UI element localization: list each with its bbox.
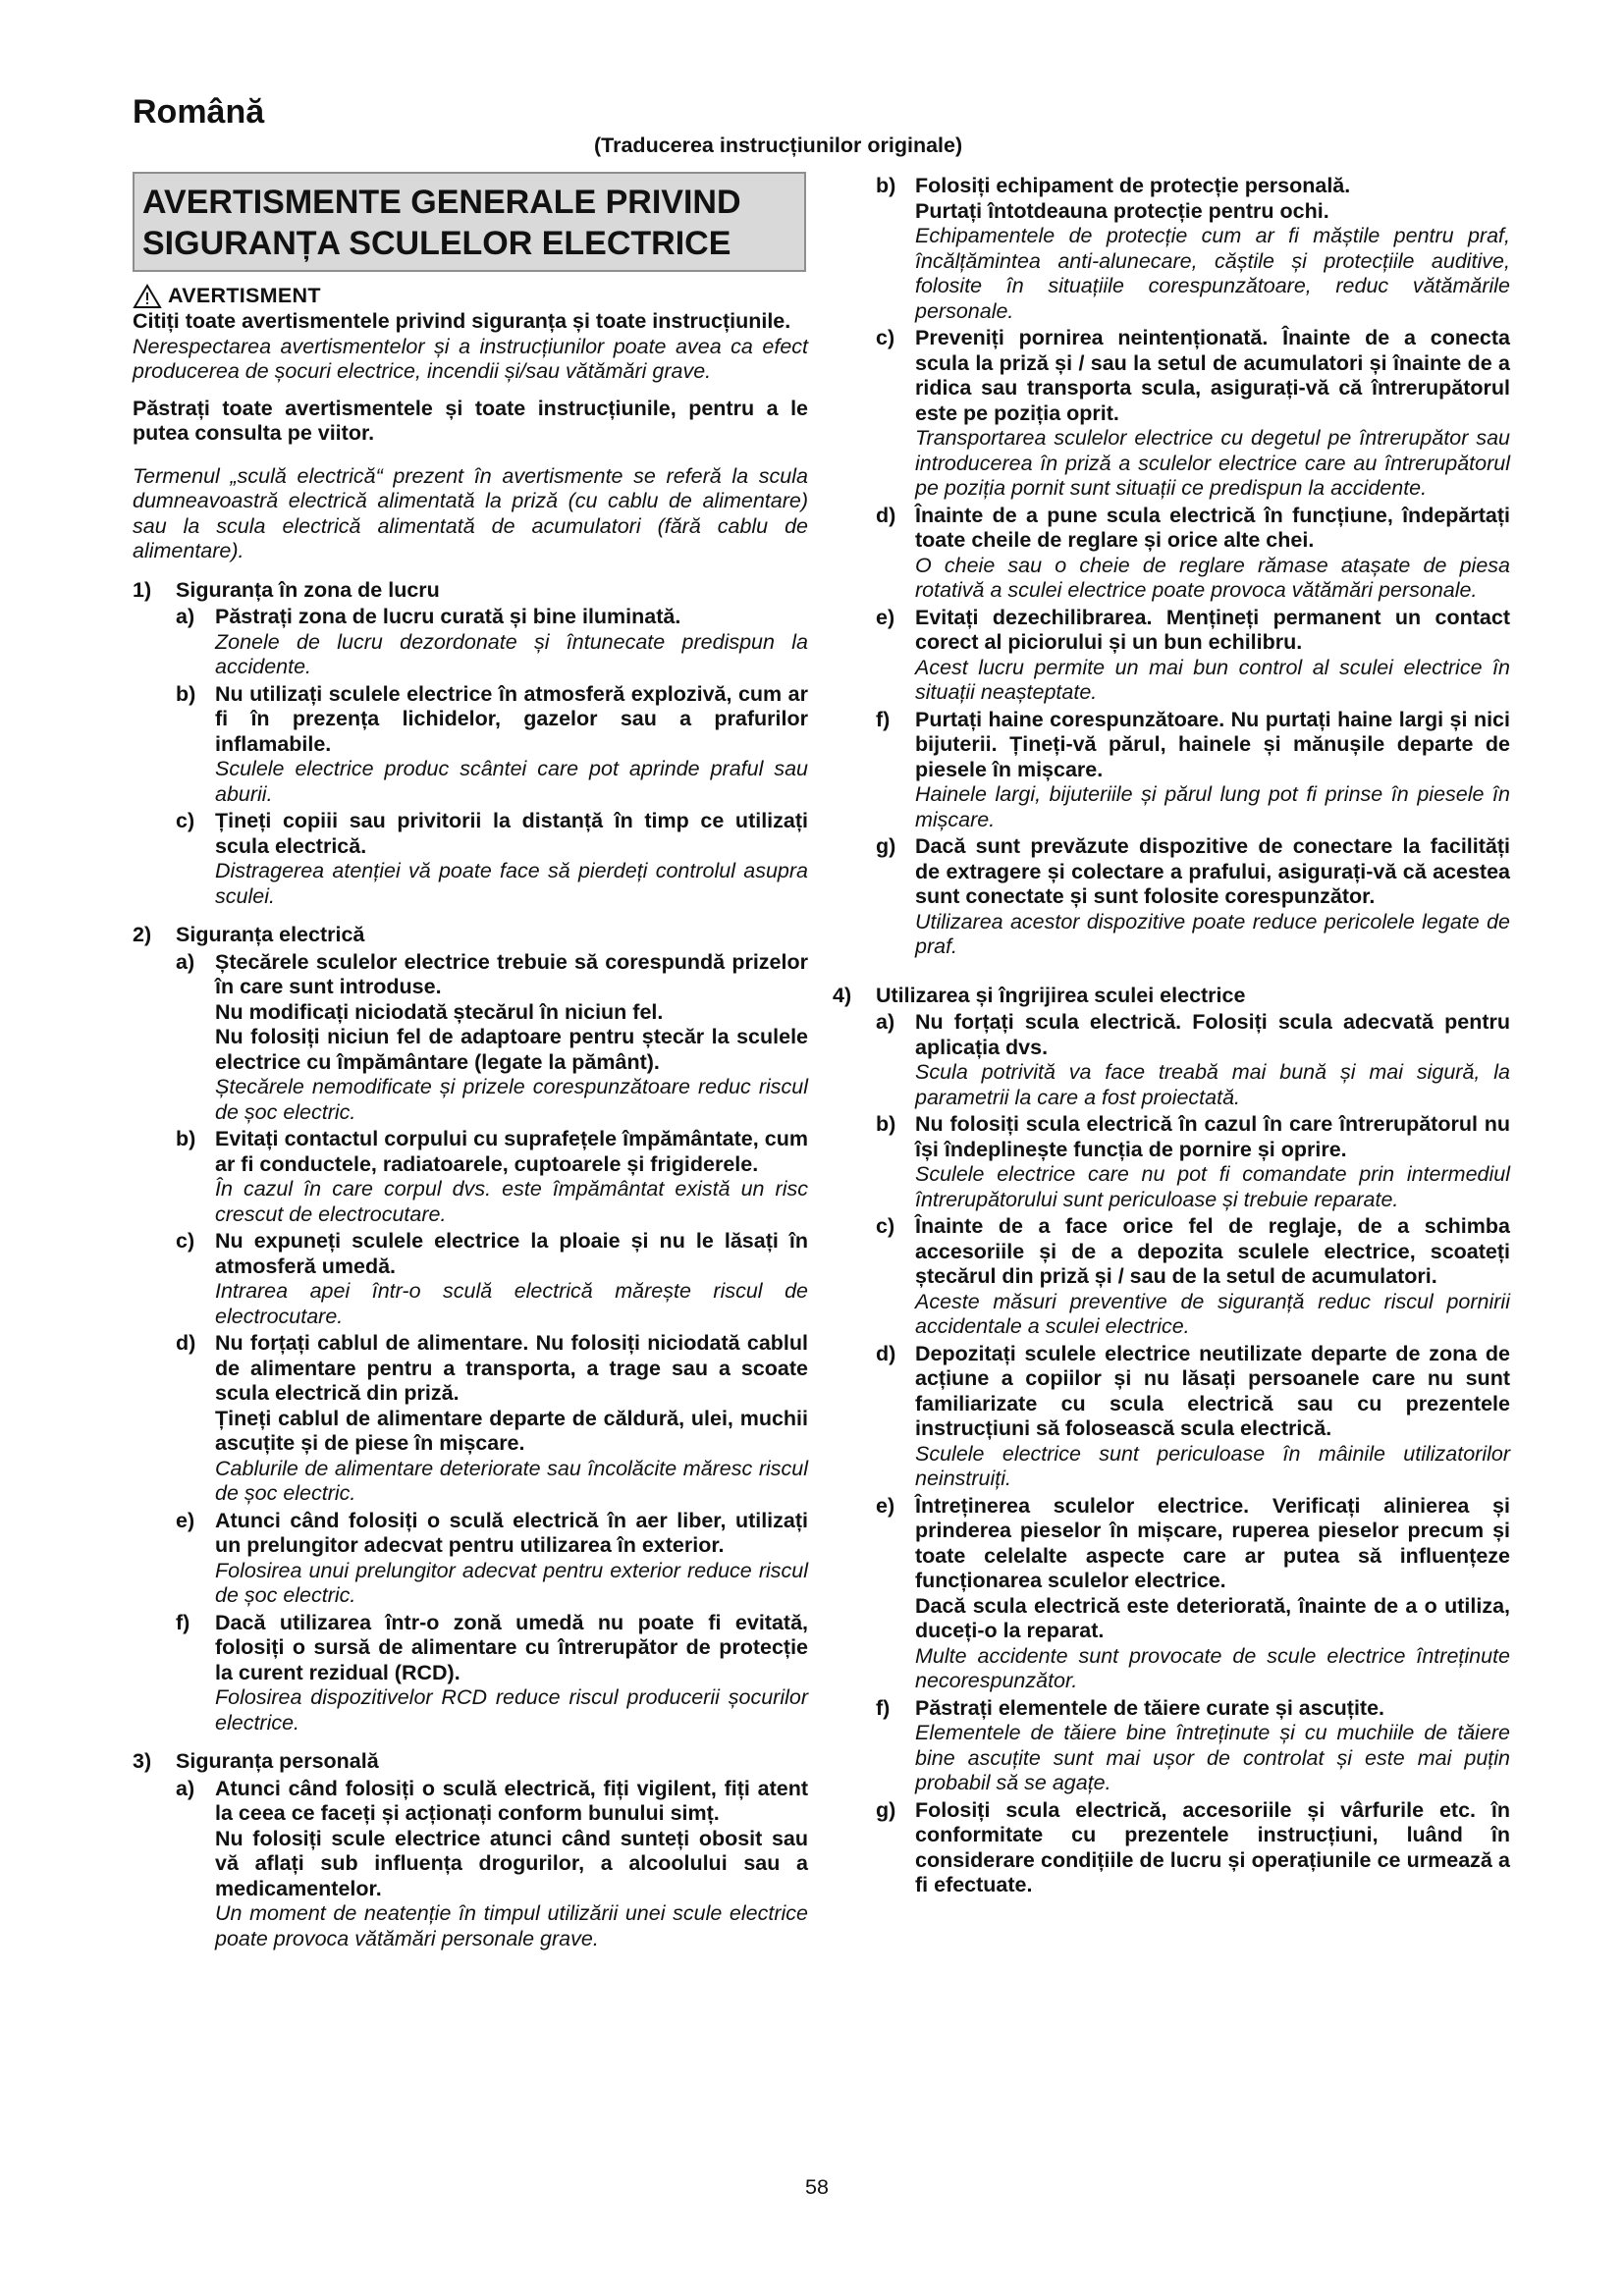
item-letter: d) [876, 503, 896, 527]
item-instruction: Țineți copiii sau privitorii la distanță în timp ce utilizați scula electrică. [215, 809, 808, 858]
item-instruction: Nu folosiți niciun fel de adaptoare pentru ștecăr la sculele electrice cu împământare (legate la pământ). [215, 1025, 808, 1074]
item-letter: e) [876, 1493, 895, 1518]
left-column [133, 172, 808, 1951]
item-letter: b) [876, 1112, 896, 1136]
item-explanation: Folosirea dispozitivelor RCD reduce riscul producerii șocurilor electrice. [215, 1685, 808, 1735]
item-instruction: Depozitați sculele electrice neutilizate departe de zona de acțiune a copiilor și nu lăsați persoanele care nu sunt familiarizate cu scula electrică sau cu prezentele instrucțiuni să folosească scula electrică. [915, 1341, 1510, 1440]
list-item [876, 606, 1510, 706]
section-heading [133, 1749, 808, 1775]
list-item [176, 1611, 808, 1736]
item-instruction: Nu folosiți scule electrice atunci când sunteți obosit sau vă aflați sub influența drogurilor, a alcoolului sau a medicamentelor. [215, 1826, 808, 1900]
section-electrical-safety [133, 923, 808, 1735]
list-item [876, 174, 1510, 324]
warning-consequence: Nerespectarea avertismentelor și a instrucțiunilor poate avea ca efect producerea de șocuri electrice, incendii și/sau vătămări grave. [133, 334, 808, 383]
warning-lead: Citiți toate avertismentele privind siguranța și toate instrucțiunile. [133, 309, 791, 333]
item-letter: e) [176, 1508, 195, 1532]
list-item [176, 809, 808, 909]
list-item [876, 1494, 1510, 1694]
item-explanation: Sculele electrice care nu pot fi comandate prin intermediul întrerupătorului sunt periculoase și trebuie reparate. [915, 1162, 1510, 1211]
item-letter: d) [176, 1331, 196, 1355]
list-item [176, 1777, 808, 1952]
item-explanation: Aceste măsuri preventive de siguranță reduc riscul pornirii accidentale a sculei electrice. [915, 1289, 1510, 1338]
item-explanation: Sculele electrice produc scântei care pot aprinde praful sau aburii. [215, 757, 808, 806]
item-instruction: Nu modificați niciodată ștecărul în niciun fel. [215, 999, 664, 1024]
item-explanation: Un moment de neatenție în timpul utilizării unei scule electrice poate provoca vătămări personale grave. [215, 1901, 808, 1950]
section-number: 2) [133, 923, 152, 946]
item-instruction: Evitați contactul corpului cu suprafețele împământate, cum ar fi conductele, radiatoarele, cuptoarele și frigiderele. [215, 1127, 808, 1176]
warning-heading [133, 284, 808, 309]
item-letter: g) [876, 834, 896, 858]
warning-keep-instructions: Păstrați toate avertismentele și toate instrucțiunile, pentru a le putea consulta pe viitor. [133, 396, 808, 445]
item-instruction: Atunci când folosiți o sculă electrică în aer liber, utilizați un prelungitor adecvat pentru utilizarea în exterior. [215, 1508, 808, 1557]
item-instruction: Țineți cablul de alimentare departe de căldură, ulei, muchii ascuțite și de piese în mișcare. [215, 1406, 808, 1455]
item-instruction: Nu forțați scula electrică. Folosiți scula adecvată pentru aplicația dvs. [915, 1010, 1510, 1059]
item-explanation: Folosirea unui prelungitor adecvat pentru exterior reduce riscul de șoc electric. [215, 1558, 808, 1607]
list-item [176, 605, 808, 680]
section-tool-use-care [833, 984, 1510, 1898]
translation-subtitle: (Traducerea instrucțiunilor originale) [594, 133, 963, 157]
item-instruction: Atunci când folosiți o sculă electrică, fiți vigilent, fiți atent la ceea ce faceți și acționați conform bunului simț. [215, 1776, 808, 1825]
item-instruction: Preveniți pornirea neintenționată. Înainte de a conecta scula la priză și / sau la setul de acumulatori și înainte de a ridica sau transporta scula, asigurați-vă că întrerupătorul este pe poziția oprit. [915, 326, 1510, 425]
list-item [876, 834, 1510, 960]
item-explanation: Scula potrivită va face treabă mai bună și mai sigură, la parametrii la care a fost proiectată. [915, 1060, 1510, 1109]
section-personal-safety [133, 1749, 808, 1951]
item-explanation: Intrarea apei într-o sculă electrică mărește riscul de electrocutare. [215, 1279, 808, 1328]
item-letter: e) [876, 605, 895, 629]
section-number: 4) [833, 983, 852, 1007]
warning-triangle-icon [133, 284, 162, 309]
item-explanation: Sculele electrice sunt periculoase în mâinile utilizatorilor neinstruiți. [915, 1441, 1510, 1490]
item-letter: a) [176, 949, 195, 974]
list-item [176, 682, 808, 808]
list-item [876, 326, 1510, 502]
item-letter: c) [876, 1214, 895, 1238]
item-letter: d) [876, 1341, 896, 1365]
item-instruction: Nu forțați cablul de alimentare. Nu folosiți niciodată cablul de alimentare pentru a transporta, a trage sau a scoate scula electrică din priză. [215, 1331, 808, 1405]
item-explanation: Hainele largi, bijuteriile și părul lung pot fi prinse în piesele în mișcare. [915, 782, 1510, 831]
item-instruction: Nu folosiți scula electrică în cazul în care întrerupătorul nu își îndeplinește funcția de pornire și oprire. [915, 1112, 1510, 1161]
section-work-area [133, 578, 808, 910]
item-letter: a) [876, 1010, 895, 1034]
section-heading [133, 578, 808, 604]
warning-heading-text: AVERTISMENT [168, 284, 321, 308]
list-item [876, 1112, 1510, 1212]
item-instruction: Dacă sunt prevăzute dispozitive de conectare la facilități de extragere și colectare a prafului, asigurați-vă că acestea sunt conectate și sunt folosite corespunzător. [915, 834, 1510, 908]
item-instruction: Înainte de a face orice fel de reglaje, de a schimba accesoriile și de a depozita sculele electrice, scoateți ștecărul din priză și / sau de la setul de acumulatori. [915, 1214, 1510, 1288]
item-letter: f) [876, 1695, 891, 1720]
item-instruction: Nu expuneți sculele electrice la ploaie și nu le lăsați în atmosferă umedă. [215, 1229, 808, 1278]
list-item [876, 1342, 1510, 1492]
item-explanation: Echipamentele de protecție cum ar fi măștile pentru praf, încălțămintea anti-alunecare, căștile și protecțiile auditive, folosite în situațiile corespunzătoare, reduc vătămările personale. [915, 224, 1510, 323]
item-instruction: Folosiți scula electrică, accesoriile și vârfurile etc. în conformitate cu prezentele instrucțiuni, luând în considerare condițiile de lucru și operațiunile ce urmează a fi efectuate. [915, 1797, 1510, 1896]
section-heading [833, 984, 1510, 1009]
item-letter: b) [876, 174, 896, 197]
item-instruction: Dacă scula electrică este deteriorată, înainte de a o utiliza, duceți-o la reparat. [915, 1593, 1510, 1642]
item-instruction: Păstrați zona de lucru curată și bine iluminată. [215, 605, 681, 628]
item-instruction: Nu utilizați sculele electrice în atmosferă explozivă, cum ar fi în prezența lichidelor, gazelor sau a prafurilor inflamabile. [215, 681, 808, 756]
item-instruction: Dacă utilizarea într-o zonă umedă nu poate fi evitată, folosiți o sursă de alimentare cu întrerupător de protecție la curent rezidual (RCD). [215, 1610, 808, 1684]
item-letter: c) [176, 809, 195, 832]
list-item [876, 504, 1510, 604]
warning-term-definition: Termenul „sculă electrică“ prezent în avertismente se referă la scula dumneavoastră electrică alimentată la priză (cu cablu de alimentare) sau la scula electrică alimentată de acumulatori (fără cablu de alimentare). [133, 463, 808, 562]
item-letter: a) [176, 605, 195, 628]
item-explanation: Multe accidente sunt provocate de scule electrice întreținute necorespunzător. [915, 1643, 1510, 1692]
list-item [876, 1696, 1510, 1796]
list-item [176, 1509, 808, 1609]
section-heading [133, 923, 808, 948]
section-number: 1) [133, 577, 152, 602]
item-letter: b) [176, 681, 196, 706]
item-instruction: Purtați întotdeauna protecție pentru ochi. [915, 198, 1329, 223]
item-letter: c) [176, 1229, 195, 1253]
item-instruction: Ștecărele sculelor electrice trebuie să corespundă prizelor în care sunt introduse. [215, 949, 808, 998]
list-item [176, 950, 808, 1126]
item-explanation: Acest lucru permite un mai bun control al sculei electrice în situații neașteptate. [915, 655, 1510, 704]
list-item [876, 1798, 1510, 1898]
item-instruction: Folosiți echipament de protecție personală. [915, 174, 1351, 197]
list-item [876, 708, 1510, 833]
page-language-heading: Română [133, 93, 265, 131]
document-title: AVERTISMENTE GENERALE PRIVIND SIGURANȚA SCULELOR ELECTRICE [133, 172, 806, 272]
item-letter: a) [176, 1776, 195, 1800]
item-explanation: Elementele de tăiere bine întreținute și cu muchiile de tăiere bine ascuțite sunt mai ușor de controlat și este mai puțin probabil să se agațe. [915, 1721, 1510, 1794]
item-letter: f) [876, 707, 891, 731]
item-explanation: Transportarea sculelor electrice cu degetul pe întrerupător sau introducerea în priză a sculelor electrice care au întrerupătorul pe poziția pornit sunt situații ce predispun la accidente. [915, 426, 1510, 500]
item-explanation: Utilizarea acestor dispozitive poate reduce pericolele legate de praf. [915, 909, 1510, 958]
item-explanation: Zonele de lucru dezordonate și întunecate predispun la accidente. [215, 629, 808, 678]
page-number: 58 [805, 2175, 829, 2199]
list-item [876, 1214, 1510, 1340]
section-number: 3) [133, 1749, 152, 1773]
item-explanation: Distragerea atenției vă poate face să pierdeți controlul asupra sculei. [215, 859, 808, 908]
item-explanation: În cazul în care corpul dvs. este împământat există un risc crescut de electrocutare. [215, 1177, 808, 1226]
item-letter: g) [876, 1797, 896, 1822]
item-explanation: O cheie sau o cheie de reglare rămase atașate de piesa rotativă a sculei electrice poate provoca vătămări personale. [915, 553, 1510, 602]
item-instruction: Purtați haine corespunzătoare. Nu purtați haine largi și nici bijuterii. Țineți-vă părul, hainele și mănușile departe de piesele în mișcare. [915, 707, 1510, 781]
item-instruction: Evitați dezechilibrarea. Mențineți permanent un contact corect al piciorului și un bun echilibru. [915, 605, 1510, 654]
right-column [833, 172, 1510, 1898]
list-item [176, 1331, 808, 1507]
item-instruction: Păstrați elementele de tăiere curate și ascuțite. [915, 1695, 1385, 1720]
section-title: Siguranța personală [176, 1749, 379, 1773]
section-title: Siguranța electrică [176, 923, 365, 946]
item-letter: f) [176, 1610, 190, 1634]
item-explanation: Cablurile de alimentare deteriorate sau încolăcite măresc riscul de șoc electric. [215, 1456, 808, 1505]
list-item [176, 1229, 808, 1329]
item-instruction: Întreținerea sculelor electrice. Verificați alinierea și prinderea pieselor în mișcare, ruperea pieselor precum și toate celelalte aspecte care ar putea să influențeze funcționarea sculelor electrice. [915, 1493, 1510, 1592]
list-item [876, 1010, 1510, 1110]
list-item [176, 1127, 808, 1227]
item-explanation: Ștecărele nemodificate și prizele corespunzătoare reduc riscul de șoc electric. [215, 1075, 808, 1124]
section-title: Siguranța în zona de lucru [176, 577, 440, 602]
item-letter: b) [176, 1127, 196, 1150]
item-instruction: Înainte de a pune scula electrică în funcțiune, îndepărtați toate cheile de reglare și orice alte chei. [915, 503, 1510, 552]
section-title: Utilizarea și îngrijirea sculei electrice [876, 983, 1246, 1007]
item-letter: c) [876, 326, 895, 349]
